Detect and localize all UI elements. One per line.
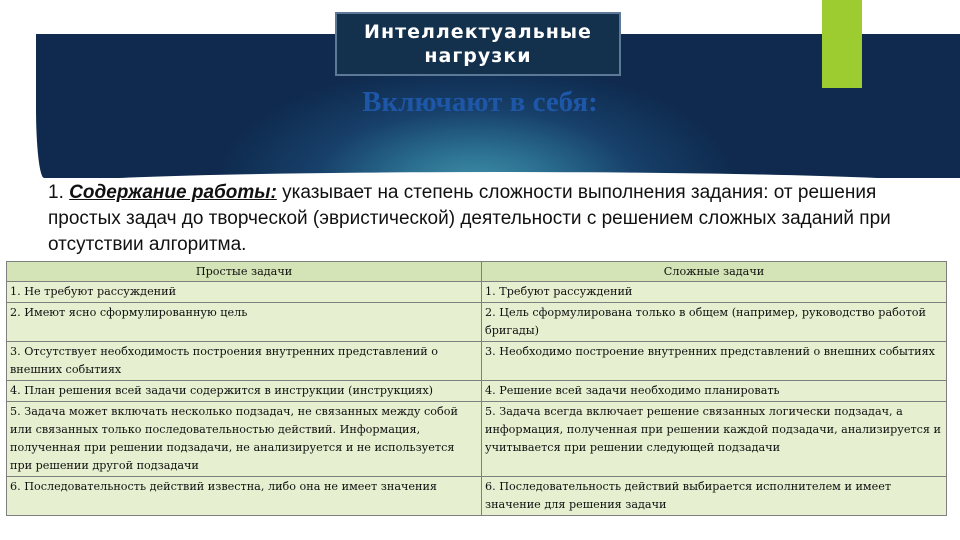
- table-cell: 4. План решения всей задачи содержится в инструкции (инструкциях): [7, 381, 482, 402]
- content-paragraph: [48, 180, 928, 258]
- table-row: [7, 381, 947, 402]
- table-cell: 3. Отсутствует необходимость построения внутренних представлений о внешних событиях: [7, 342, 482, 381]
- table-row: [7, 402, 947, 477]
- table-cell: 5. Задача всегда включает решение связанных логически подзадач, а информация, полученная при решении каждой подзадачи, анализируется и учитывается при решении следующей подзадачи: [482, 402, 947, 477]
- paragraph-number: 1.: [48, 182, 64, 203]
- table-cell: 2. Цель сформулирована только в общем (например, руководство работой бригады): [482, 303, 947, 342]
- table-row: [7, 342, 947, 381]
- header-complex-tasks: Сложные задачи: [482, 262, 947, 282]
- paragraph-text: указывает на степень сложности выполнения задания: от решения простых задач до творческой (эвристической) деятельности с решением сложных заданий при отсутствии алгоритма.: [48, 182, 891, 255]
- table-cell: 3. Необходимо построение внутренних представлений о внешних событиях: [482, 342, 947, 381]
- paragraph-lead: Содержание работы:: [69, 182, 277, 203]
- table-row: [7, 282, 947, 303]
- table-cell: 1. Не требуют рассуждений: [7, 282, 482, 303]
- header-simple-tasks: Простые задачи: [7, 262, 482, 282]
- table-cell: 1. Требуют рассуждений: [482, 282, 947, 303]
- slide-subtitle: Включают в себя:: [362, 86, 598, 118]
- accent-bar: [822, 0, 862, 88]
- table-row: [7, 303, 947, 342]
- title-line-2: нагрузки: [424, 45, 532, 67]
- slide-title: [335, 12, 621, 76]
- table-cell: 4. Решение всей задачи необходимо планировать: [482, 381, 947, 402]
- table-cell: 2. Имеют ясно сформулированную цель: [7, 303, 482, 342]
- table-cell: 6. Последовательность действий выбирается исполнителем и имеет значение для решения задачи: [482, 477, 947, 516]
- comparison-table: [6, 261, 947, 516]
- table-cell: 6. Последовательность действий известна, либо она не имеет значения: [7, 477, 482, 516]
- table-header-row: [7, 262, 947, 282]
- table-row: [7, 477, 947, 516]
- title-line-1: Интеллектуальные: [364, 21, 592, 43]
- table-cell: 5. Задача может включать несколько подзадач, не связанных между собой или связанных только последовательностью действий. Информация, полученная при решении подзадачи, не анализируется и не используется при решении другой подзадачи: [7, 402, 482, 477]
